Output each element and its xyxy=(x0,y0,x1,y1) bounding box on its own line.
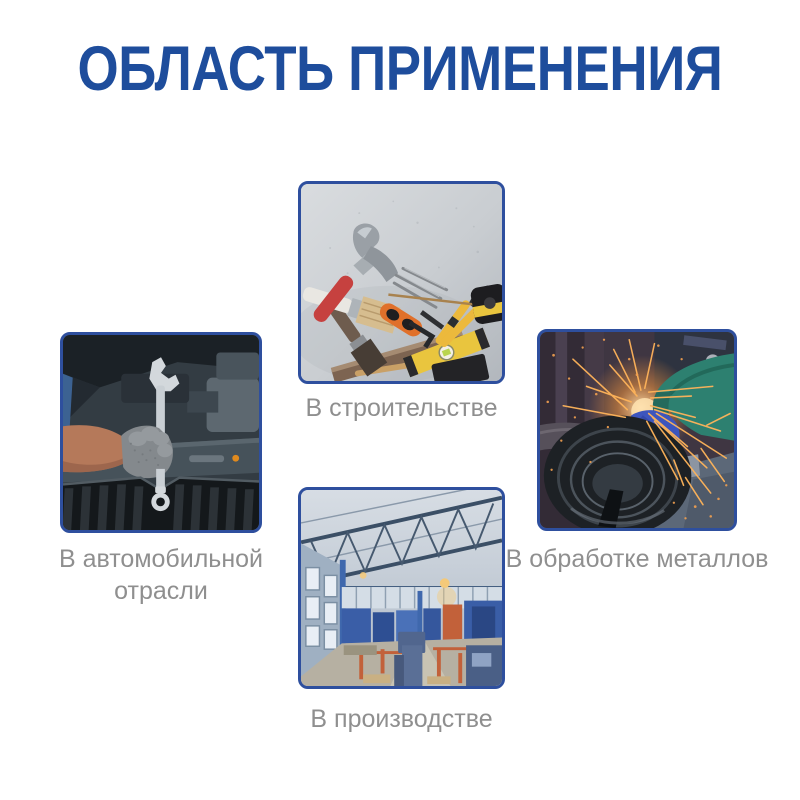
metal-grinding-photo xyxy=(537,329,737,531)
factory-photo xyxy=(298,487,505,689)
card-caption-metalworking: В обработке металлов xyxy=(505,545,769,573)
tools-photo xyxy=(298,181,505,384)
card-caption-construction: В строительстве xyxy=(305,394,498,422)
card-automotive xyxy=(60,332,262,607)
tools-illustration xyxy=(301,184,502,381)
card-metalworking xyxy=(505,329,769,575)
card-caption-automotive: В автомобильной отрасли xyxy=(59,545,263,605)
card-construction xyxy=(298,181,505,424)
car-engine-illustration xyxy=(63,335,259,530)
car-engine-photo xyxy=(60,332,262,533)
metal-grinding-illustration xyxy=(540,332,734,528)
card-caption-manufacturing: В производстве xyxy=(310,705,493,733)
page-title: ОБЛАСТЬ ПРИМЕНЕНИЯ xyxy=(77,34,723,104)
card-manufacturing xyxy=(298,487,505,735)
factory-illustration xyxy=(301,490,502,686)
